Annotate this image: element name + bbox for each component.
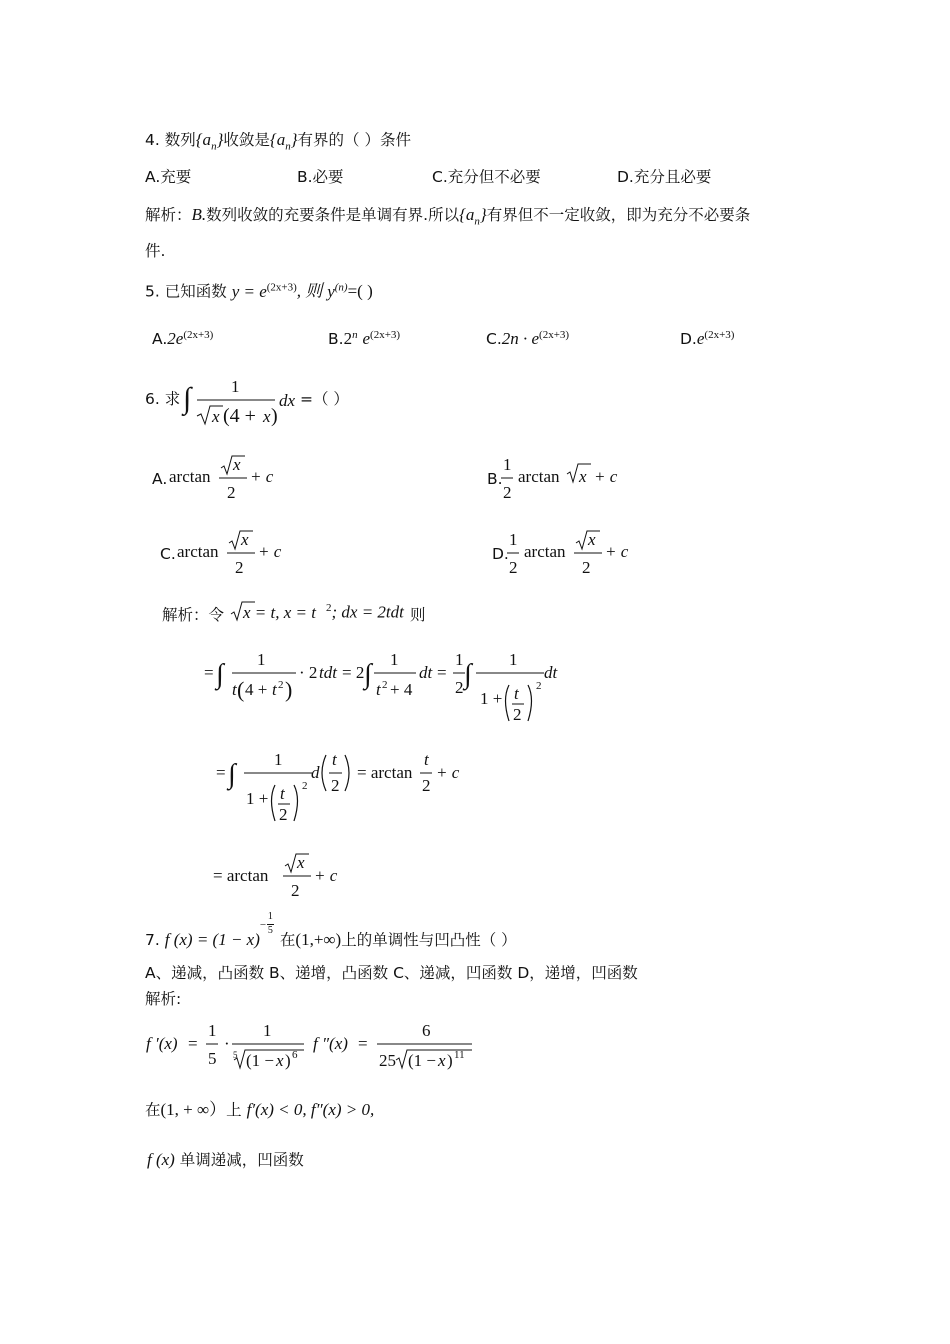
- svg-text:x: x: [263, 407, 271, 426]
- q6-option-d: [509, 525, 639, 575]
- svg-text:(1 −: (1 −: [246, 1051, 274, 1070]
- svg-text:f ′(x): f ′(x): [146, 1034, 178, 1053]
- svg-text:arctan: arctan: [524, 542, 566, 561]
- q6-blank: =（ ）: [300, 390, 349, 408]
- svg-text:2: 2: [582, 558, 591, 577]
- svg-text:∫: ∫: [216, 659, 224, 690]
- svg-text:1: 1: [390, 650, 399, 669]
- q7-text-a: 在: [279, 931, 296, 949]
- svg-text:∫: ∫: [183, 382, 192, 415]
- svg-text:1: 1: [509, 530, 518, 549]
- svg-text:+ c: + c: [258, 542, 282, 561]
- q7-exponent: − 1 5: [259, 911, 273, 936]
- svg-text:2: 2: [291, 881, 300, 900]
- svg-text:t: t: [232, 680, 237, 699]
- svg-text:x: x: [438, 1051, 446, 1070]
- svg-text:2: 2: [227, 483, 236, 502]
- svg-text:+ c: + c: [250, 467, 274, 486]
- q4-option-b: B.必要: [297, 168, 344, 186]
- svg-text:=: =: [358, 1034, 368, 1053]
- q7-number: 7.: [145, 931, 160, 949]
- svg-text:d: d: [311, 763, 320, 782]
- q5-deriv: $y^{(n)}$: [327, 281, 348, 301]
- svg-text:= 2: = 2: [342, 663, 365, 682]
- q5-line: [145, 281, 373, 302]
- q7-condition: 在(1, + ∞）上 f′(x) < 0, f″(x) > 0,: [145, 1100, 375, 1119]
- q4-seq-2: $\{a_n\}$: [269, 130, 298, 153]
- q6-option-a-label: A.: [152, 470, 168, 488]
- svg-text:x: x: [212, 407, 220, 426]
- q6-option-c-label: C.: [160, 545, 176, 563]
- svg-text:=: =: [437, 663, 447, 682]
- svg-text:t: t: [376, 680, 381, 699]
- svg-text:2: 2: [302, 780, 308, 792]
- svg-text:+ c: + c: [314, 866, 338, 885]
- q6-option-b-label: B.: [487, 470, 503, 488]
- q4-option-a: A.充要: [145, 168, 192, 186]
- svg-text:x: x: [233, 455, 241, 474]
- svg-text:2: 2: [503, 483, 512, 502]
- q6-option-d-label: D.: [492, 545, 509, 563]
- svg-text:2: 2: [422, 776, 431, 795]
- svg-text:= arctan: = arctan: [213, 866, 269, 885]
- svg-text:arctan: arctan: [518, 467, 560, 486]
- q6-derivation-step3: [213, 848, 353, 903]
- svg-text:+ c: + c: [436, 763, 460, 782]
- svg-text:=: =: [188, 1034, 198, 1053]
- svg-text:+ c: + c: [605, 542, 629, 561]
- svg-text:·: ·: [224, 1034, 230, 1053]
- svg-text:· 2: · 2: [299, 663, 318, 682]
- q4-text-a: 数列: [164, 131, 196, 149]
- svg-text:1: 1: [263, 1021, 272, 1040]
- q6-derivation-step1: [204, 645, 584, 730]
- q4-analysis-answer: B.: [191, 205, 207, 224]
- svg-text:1: 1: [455, 650, 464, 669]
- q4-analysis-text2: 有界但不一定收敛，即为充分不必要条: [486, 206, 751, 224]
- svg-text:dx: dx: [279, 391, 296, 410]
- q7-func: f (x) = (1 − x): [164, 930, 260, 949]
- svg-text:4 +: 4 +: [245, 680, 268, 699]
- q6-integral: [183, 372, 303, 432]
- q5-text-b: , 则: [296, 281, 323, 301]
- svg-text:2: 2: [382, 679, 388, 691]
- svg-text:): ): [271, 405, 278, 427]
- q4-number: 4.: [145, 131, 160, 149]
- svg-text:1: 1: [274, 750, 283, 769]
- svg-text:=: =: [216, 763, 226, 782]
- q7-derivatives: [146, 1016, 486, 1076]
- svg-text:x = t, x = t: x = t, x = t: [243, 603, 316, 622]
- svg-text:x: x: [297, 853, 305, 872]
- svg-text:11: 11: [454, 1049, 465, 1061]
- q4-analysis-label: 解析：: [145, 206, 192, 224]
- svg-text:6: 6: [422, 1021, 431, 1040]
- svg-text:x: x: [276, 1051, 284, 1070]
- svg-text:tdt: tdt: [319, 663, 337, 682]
- q5-formula: $y = e^{(2x+3)}$: [231, 281, 297, 301]
- svg-text:t: t: [280, 784, 285, 803]
- svg-text:(4 +: (4 +: [223, 405, 256, 427]
- q5-option-d: $D.e^{(2x+3)}$: [680, 329, 735, 349]
- q5-text-a: 已知函数: [164, 282, 227, 301]
- q6-substitution-rest: $^2$; dx = 2tdt: [326, 602, 404, 622]
- svg-text:= arctan: = arctan: [357, 763, 413, 782]
- q4-analysis-cont: 件.: [145, 242, 166, 260]
- svg-text:+ c: + c: [594, 467, 618, 486]
- svg-text:5: 5: [208, 1049, 217, 1068]
- q5-number: 5.: [145, 282, 160, 301]
- svg-text:∫: ∫: [464, 659, 472, 690]
- svg-text:=: =: [204, 663, 214, 682]
- q6-prefix: 6. 求: [145, 390, 181, 408]
- svg-text:∫: ∫: [364, 659, 372, 690]
- q4-analysis-text1: 数列收敛的充要条件是单调有界.所以: [206, 206, 460, 224]
- svg-text:+ 4: + 4: [390, 680, 413, 699]
- q6-option-b: [503, 450, 633, 500]
- svg-text:): ): [285, 1051, 291, 1070]
- svg-text:t: t: [424, 750, 429, 769]
- q5-blank: =( ): [347, 281, 373, 301]
- svg-text:1: 1: [208, 1021, 217, 1040]
- svg-text:dt: dt: [544, 663, 558, 682]
- q4-seq: $\{a_n\}$: [195, 130, 224, 153]
- svg-text:t: t: [514, 684, 519, 703]
- svg-text:2: 2: [235, 558, 244, 577]
- q6-then: 则: [410, 606, 426, 624]
- svg-text:arctan: arctan: [169, 467, 211, 486]
- svg-text:f ″(x): f ″(x): [313, 1034, 348, 1053]
- q6-derivation-step2: [216, 745, 476, 830]
- q4-text-c: 有界的（ ）条件: [297, 131, 411, 149]
- svg-text:1: 1: [509, 650, 518, 669]
- svg-text:1: 1: [231, 377, 240, 396]
- svg-text:1: 1: [503, 455, 512, 474]
- q4-text-b: 收敛是: [223, 131, 270, 149]
- q5-option-a: $A.2e^{(2x+3)}$: [152, 329, 214, 349]
- svg-text:2: 2: [455, 678, 464, 697]
- svg-text:): ): [285, 677, 293, 702]
- q4-line: [145, 130, 411, 154]
- q5-option-b: B.2$^n$ $e^{(2x+3)}$: [328, 329, 401, 349]
- q7-interval: (1,+∞): [295, 930, 342, 949]
- svg-text:2: 2: [536, 680, 542, 692]
- svg-text:dt: dt: [419, 663, 433, 682]
- q4-option-d: D.充分且必要: [617, 168, 712, 186]
- svg-text:∫: ∫: [228, 759, 236, 790]
- svg-text:1 +: 1 +: [480, 689, 503, 708]
- svg-text:x: x: [579, 467, 587, 486]
- svg-text:1: 1: [257, 650, 266, 669]
- q6-option-c: [177, 525, 287, 575]
- svg-text:arctan: arctan: [177, 542, 219, 561]
- svg-text:2: 2: [279, 805, 288, 824]
- svg-text:(: (: [237, 677, 245, 702]
- q7-text-b: 上的单调性与凹凸性（ ）: [341, 931, 517, 949]
- q7-line: [145, 911, 517, 950]
- q4-analysis-seq: $\{a_n\}$: [459, 205, 487, 228]
- q7-analysis-label: 解析:: [145, 990, 182, 1008]
- q7-options: A、递减，凸函数 B、递增，凸函数 C、递减，凹函数 D，递增，凹函数: [145, 964, 638, 982]
- svg-text:2: 2: [513, 705, 522, 724]
- svg-text:2: 2: [278, 679, 284, 691]
- svg-text:t: t: [332, 750, 337, 769]
- q6-analysis: 解析：令: [162, 606, 225, 624]
- svg-text:5: 5: [233, 1050, 238, 1060]
- svg-text:2: 2: [331, 776, 340, 795]
- svg-text:25: 25: [379, 1051, 396, 1070]
- svg-text:): ): [447, 1051, 453, 1070]
- svg-text:(1 −: (1 −: [408, 1051, 436, 1070]
- svg-text:1 +: 1 +: [246, 789, 269, 808]
- q4-analysis: [145, 205, 750, 229]
- q7-conclusion: f (x) 单调递减，凹函数: [147, 1150, 304, 1169]
- svg-text:6: 6: [292, 1049, 298, 1061]
- svg-text:x: x: [588, 530, 596, 549]
- q5-option-c: $C.2n \cdot e^{(2x+3)}$: [486, 329, 570, 349]
- svg-text:2: 2: [509, 558, 518, 577]
- svg-text:x: x: [241, 530, 249, 549]
- q6-option-a: [169, 450, 279, 500]
- svg-text:t: t: [272, 680, 277, 699]
- q4-option-c: C.充分但不必要: [432, 168, 541, 186]
